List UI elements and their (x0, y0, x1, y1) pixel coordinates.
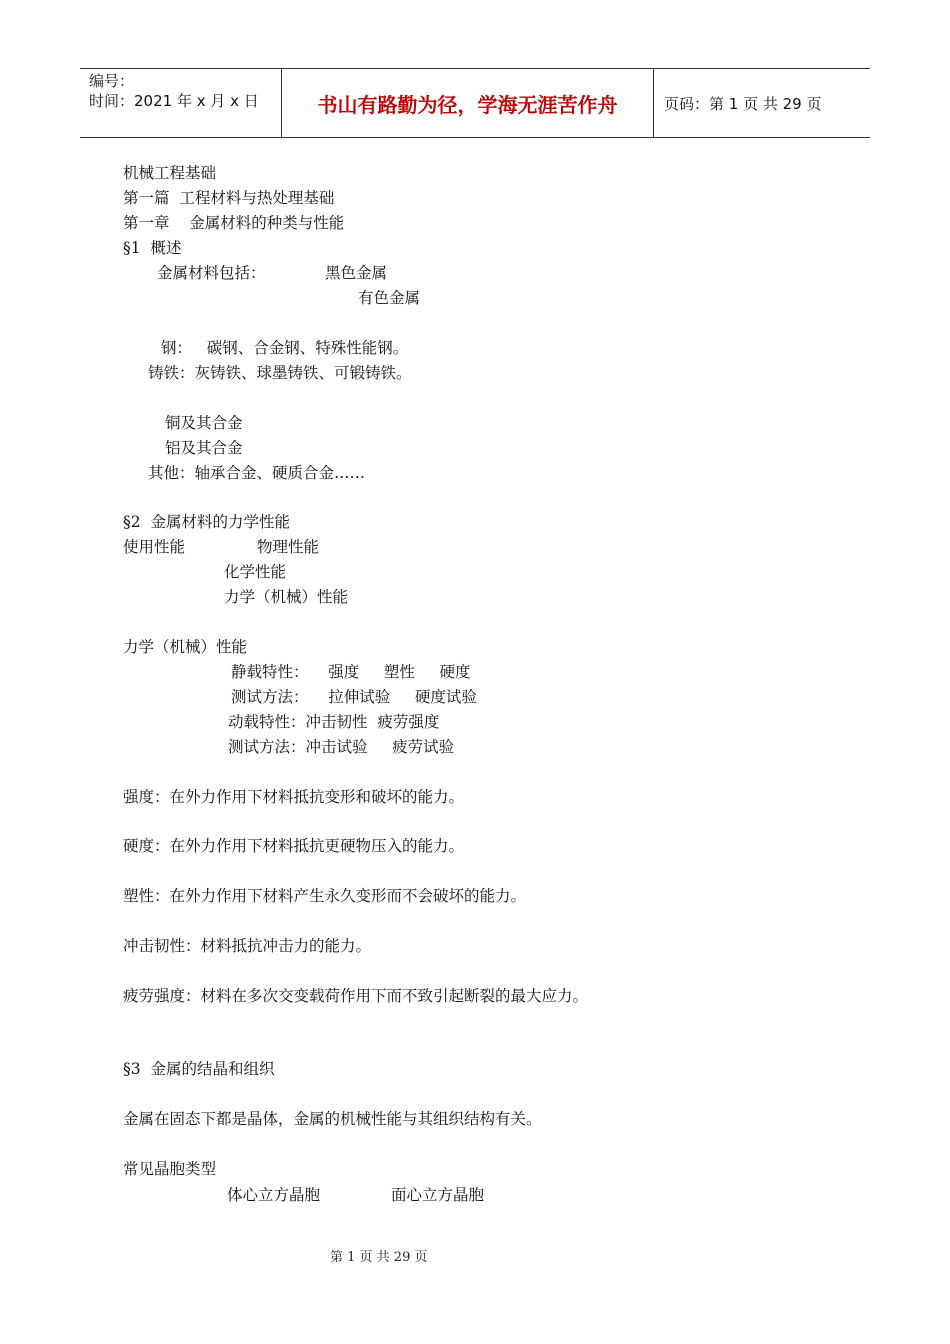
hardness-definition: 硬度：在外力作用下材料抵抗更硬物压入的能力。 (123, 837, 465, 855)
plasticity-definition: 塑性：在外力作用下材料产生永久变形而不会破坏的能力。 (123, 887, 527, 905)
header-page-info: 页码：第 1 页 共 29 页 (664, 94, 822, 113)
cast-iron-line: 铸铁：灰铸铁、球墨铸铁、可锻铸铁。 (148, 364, 412, 382)
copper-line: 铜及其合金 (165, 414, 243, 432)
ferrous-metals: 黑色金属 (325, 264, 388, 282)
time-label: 时间：2021 年 x 月 x 日 (89, 92, 259, 110)
dynamic-test-line: 测试方法：冲击试验 疲劳试验 (228, 738, 455, 756)
unit-cell-types-heading: 常见晶胞类型 (123, 1160, 217, 1178)
section-1-heading: §1 概述 (123, 239, 182, 257)
crystal-intro: 金属在固态下都是晶体，金属的机械性能与其组织结构有关。 (123, 1110, 542, 1128)
mechanical-properties: 力学（机械）性能 (224, 588, 349, 606)
metal-materials-label: 金属材料包括： (157, 264, 266, 282)
chapter-heading: 第一章 金属材料的种类与性能 (123, 214, 345, 232)
static-load-line: 静载特性： 强度 塑性 硬度 (231, 663, 471, 681)
part-heading: 第一篇 工程材料与热处理基础 (123, 189, 335, 207)
fatigue-definition: 疲劳强度：材料在多次交变载荷作用下而不致引起断裂的最大应力。 (123, 987, 589, 1005)
usage-properties: 使用性能 (123, 538, 186, 556)
other-alloys-line: 其他：轴承合金、硬质合金…… (148, 464, 366, 482)
dynamic-load-line: 动载特性：冲击韧性 疲劳强度 (228, 713, 440, 731)
nonferrous-metals: 有色金属 (358, 289, 421, 307)
header-left-cell (80, 69, 281, 137)
chemical-properties: 化学性能 (224, 563, 287, 581)
steel-line: 钢： 碳钢、合金钢、特殊性能钢。 (161, 339, 409, 357)
doc-title: 机械工程基础 (123, 164, 217, 182)
mechanical-properties-heading: 力学（机械）性能 (123, 638, 248, 656)
section-2-heading: §2 金属材料的力学性能 (123, 513, 290, 531)
page-footer: 第 1 页 共 29 页 (330, 1250, 428, 1265)
toughness-definition: 冲击韧性：材料抵抗冲击力的能力。 (123, 937, 372, 955)
page-header (80, 68, 870, 138)
physical-properties: 物理性能 (257, 538, 320, 556)
aluminum-line: 铝及其合金 (165, 439, 243, 457)
header-motto: 书山有路勤为径，学海无涯苦作舟 (281, 69, 654, 137)
fcc-cell: 面心立方晶胞 (391, 1186, 485, 1204)
section-3-heading: §3 金属的结晶和组织 (123, 1060, 275, 1078)
static-test-line: 测试方法： 拉伸试验 硬度试验 (231, 688, 477, 706)
bcc-cell: 体心立方晶胞 (227, 1186, 321, 1204)
number-label: 编号： (89, 72, 135, 90)
strength-definition: 强度：在外力作用下材料抵抗变形和破坏的能力。 (123, 788, 465, 806)
